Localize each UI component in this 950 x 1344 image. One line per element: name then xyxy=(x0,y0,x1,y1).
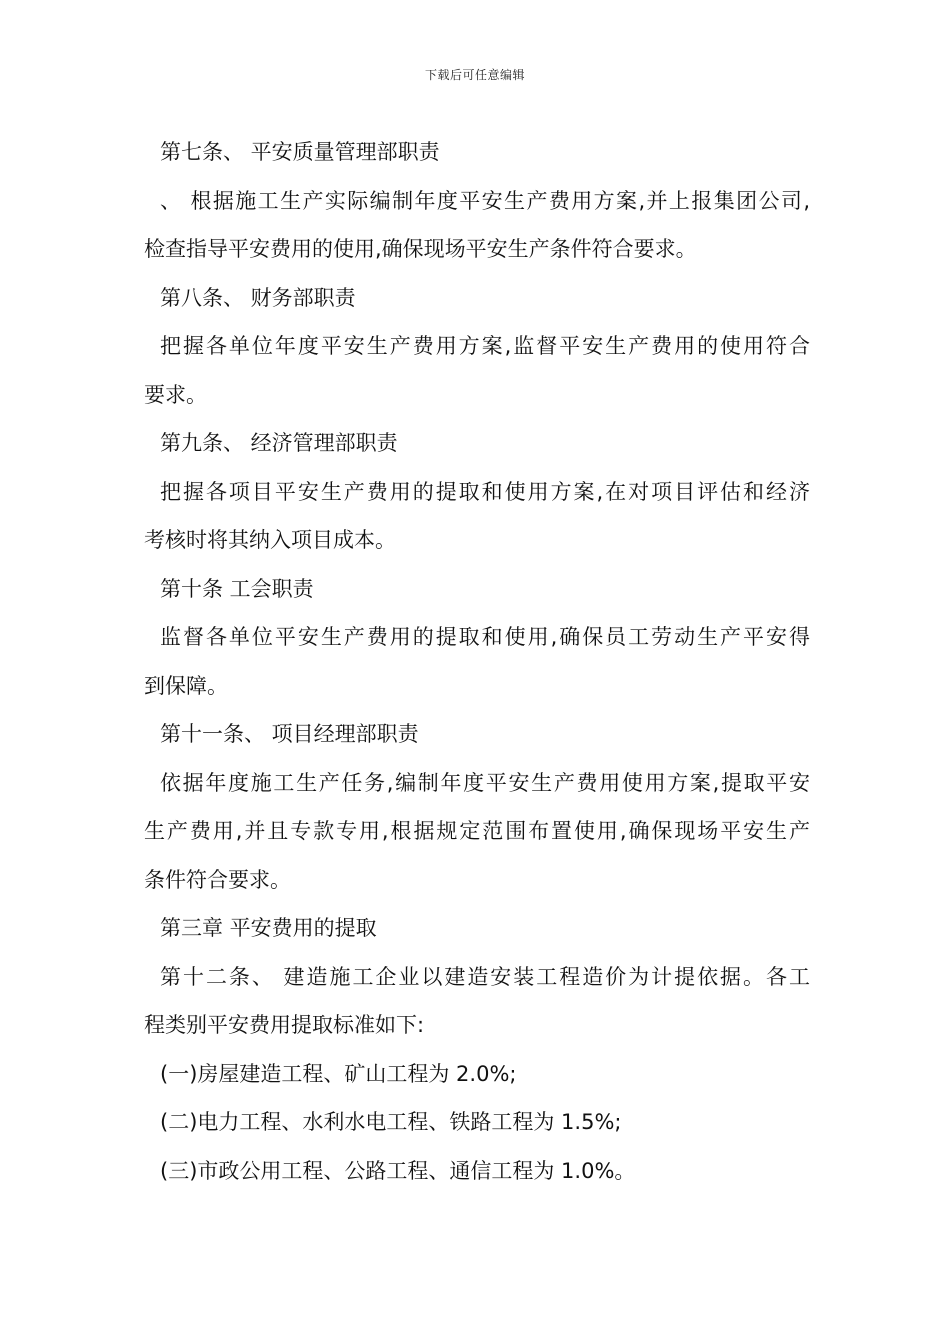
chapter-3-heading: 第三章 平安费用的提取 xyxy=(160,916,377,940)
article-8-text-line-1: 把握各单位年度平安生产费用方案,监督平安生产费用的使用符合 xyxy=(160,334,810,358)
article-9-text-line-1: 把握各项目平安生产费用的提取和使用方案,在对项目评估和经济 xyxy=(160,479,810,504)
article-11-text-line-1: 依据年度施工生产任务,编制年度平安生产费用使用方案,提取平安 xyxy=(160,770,810,795)
rate-item-3: (三)市政公用工程、公路工程、通信工程为 1.0%。 xyxy=(160,1158,636,1183)
article-11-text-line-3: 条件符合要求。 xyxy=(144,867,291,892)
rate-item-1: (一)房屋建造工程、矿山工程为 2.0%; xyxy=(160,1061,517,1086)
article-9-heading: 第九条、 经济管理部职责 xyxy=(160,431,398,455)
article-12-text-line-2: 程类别平安费用提取标准如下: xyxy=(144,1013,425,1037)
article-7-text-line-1: 、 根据施工生产实际编制年度平安生产费用方案,并上报集团公司, xyxy=(160,188,810,213)
article-8-heading: 第八条、 财务部职责 xyxy=(160,285,356,310)
document-body xyxy=(144,128,810,1195)
rate-item-2: (二)电力工程、水利水电工程、铁路工程为 1.5%; xyxy=(160,1110,622,1134)
article-10-text-line-2: 到保障。 xyxy=(144,673,228,698)
page-header: 下载后可任意编辑 xyxy=(424,68,525,82)
article-8-text-line-2: 要求。 xyxy=(144,382,207,407)
article-10-text-line-1: 监督各单位平安生产费用的提取和使用,确保员工劳动生产平安得 xyxy=(160,625,810,649)
article-11-heading: 第十一条、 项目经理部职责 xyxy=(160,722,419,746)
article-9-text-line-2: 考核时将其纳入项目成本。 xyxy=(144,528,396,552)
article-7-text-line-2: 检查指导平安费用的使用,确保现场平安生产条件符合要求。 xyxy=(144,237,697,261)
article-10-heading: 第十条 工会职责 xyxy=(160,576,314,601)
article-12-text-line-1: 第十二条、 建造施工企业以建造安装工程造价为计提依据。各工 xyxy=(160,964,810,989)
article-7-heading: 第七条、 平安质量管理部职责 xyxy=(160,140,440,164)
article-11-text-line-2: 生产费用,并且专款专用,根据规定范围布置使用,确保现场平安生产 xyxy=(144,819,810,843)
